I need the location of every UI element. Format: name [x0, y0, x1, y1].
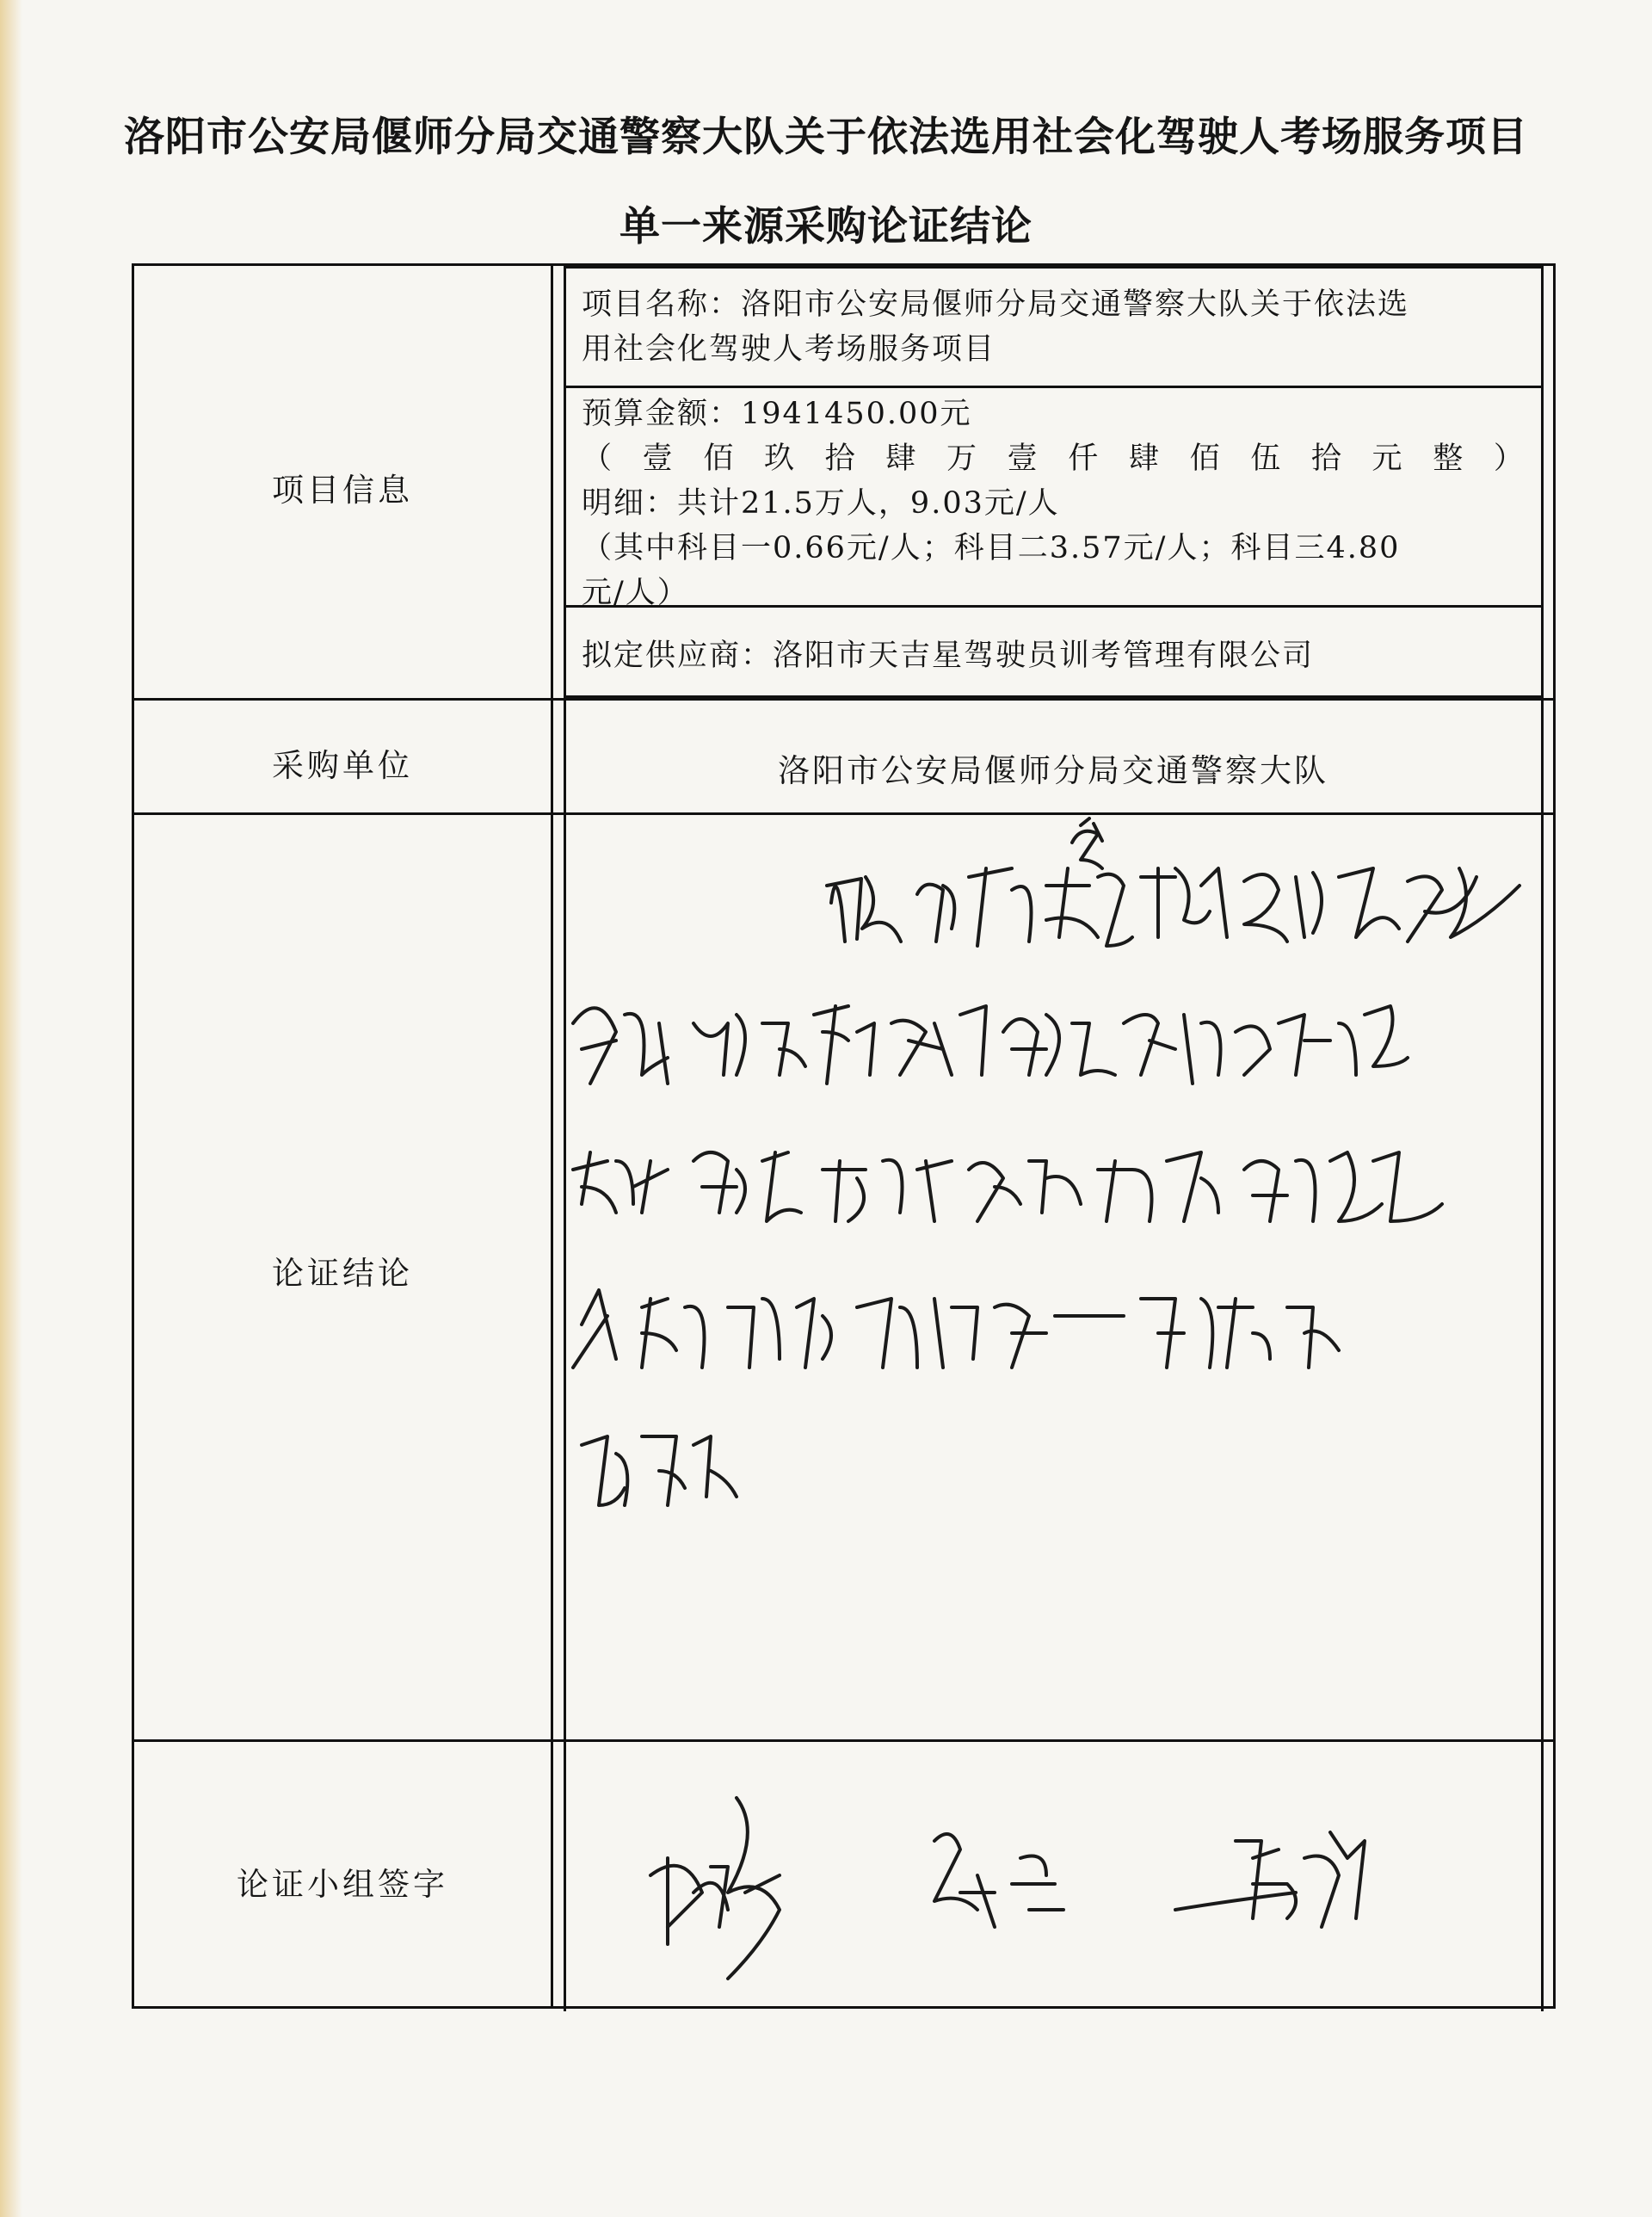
purchaser-value: 洛阳市公安局偃师分局交通警察大队	[778, 752, 1328, 789]
budget-caps-char: 伍	[1250, 442, 1283, 476]
budget-caps-char: 拾	[824, 442, 857, 476]
budget-caps-char: 壹	[1007, 442, 1039, 476]
budget-caps-char: 拾	[1310, 442, 1343, 476]
budget-caps-char: 佰	[1189, 442, 1222, 476]
handwritten-signatures	[616, 1763, 1511, 1996]
budget-caps-char: 佰	[703, 442, 736, 476]
budget-caps-char: 壹	[642, 442, 675, 476]
supplier-cell	[564, 605, 1544, 698]
budget-caps-char: 仟	[1068, 442, 1100, 476]
page-edge-tint	[0, 0, 22, 2217]
document-title-line1: 洛阳市公安局偃师分局交通警察大队关于依法选用社会化驾驶人考场服务项目	[124, 114, 1528, 161]
budget-caps-char: （	[582, 442, 614, 476]
budget-caps-char: ）	[1493, 442, 1526, 476]
project-info-label: 项目信息	[272, 472, 413, 509]
signature-label: 论证小组签字	[237, 1866, 448, 1903]
supplier-text: 拟定供应商：洛阳市天吉星驾驶员训考管理有限公司	[582, 639, 1315, 673]
budget-cell	[564, 386, 1544, 608]
handwritten-conclusion	[564, 817, 1554, 1738]
form-table	[132, 263, 1556, 2009]
budget-caps-char: 整	[1433, 442, 1465, 476]
budget-text	[582, 392, 1526, 615]
budget-amount-in-words	[582, 436, 1526, 481]
budget-caps-char: 肆	[1128, 442, 1161, 476]
project-name-cell	[564, 266, 1544, 388]
budget-caps-char: 玖	[763, 442, 796, 476]
project-name-text: 项目名称：洛阳市公安局偃师分局交通警察大队关于依法选 用社会化驾驶人考场服务项目	[582, 287, 1410, 367]
budget-caps-char: 元	[1372, 442, 1404, 476]
budget-detail-line3: 元/人）	[582, 576, 689, 610]
column-divider	[551, 266, 553, 2006]
budget-detail-line1: 明细：共计21.5万人，9.03元/人	[582, 486, 1060, 521]
conclusion-label: 论证结论	[272, 1255, 413, 1292]
purchaser-label: 采购单位	[272, 747, 413, 784]
document-title-line2: 单一来源采购论证结论	[620, 203, 1032, 250]
budget-detail-line2: （其中科目一0.66元/人；科目二3.57元/人；科目三4.80	[582, 531, 1401, 565]
budget-caps-char: 万	[946, 442, 978, 476]
budget-amount: 预算金额：1941450.00元	[582, 397, 972, 431]
budget-caps-char: 肆	[885, 442, 918, 476]
